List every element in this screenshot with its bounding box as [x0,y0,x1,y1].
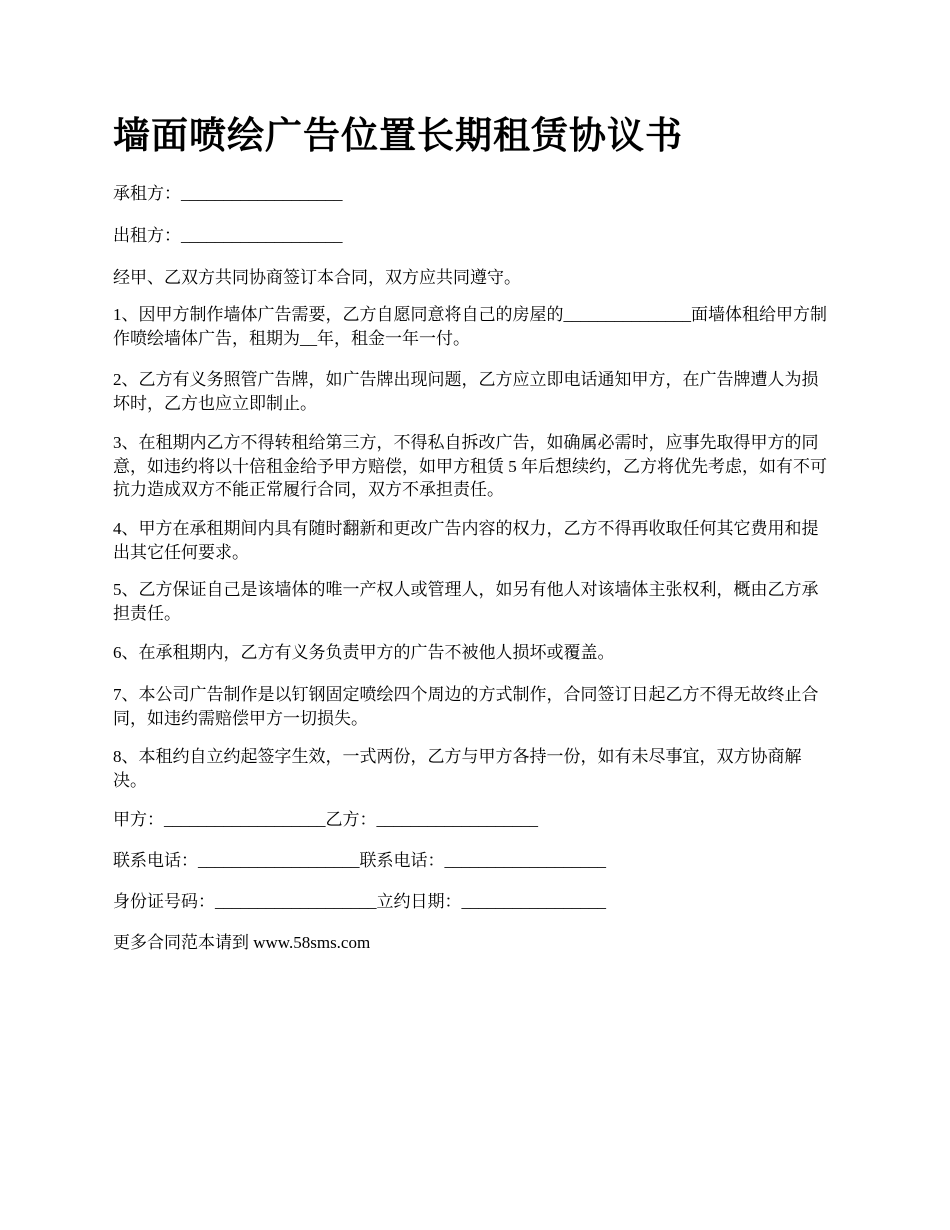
clause-6: 6、在承租期内，乙方有义务负责甲方的广告不被他人损坏或覆盖。 [113,643,615,662]
clause-3: 3、在租期内乙方不得转租给第三方，不得私自拆改广告，如确属必需时，应事先取得甲方的同意，如违约将以十倍租金给予甲方赔偿，如甲方租赁 5 年后想续约，乙方将优先考虑，如有不可抗力造成双方不能正常履行合同，双方不承担责任。 [113,433,827,499]
clause-8: 8、本租约自立约起签字生效，一式两份，乙方与甲方各持一份，如有未尽事宜，双方协商解决。 [113,747,802,790]
intro-paragraph: 经甲、乙双方共同协商签订本合同，双方应共同遵守。 [113,268,521,287]
clause-7: 7、本公司广告制作是以钉钢固定喷绘四个周边的方式制作，合同签订日起乙方不得无故终止合同，如违约需赔偿甲方一切损失。 [113,685,819,728]
clause-2: 2、乙方有义务照管广告牌，如广告牌出现问题，乙方应立即电话通知甲方，在广告牌遭人为损坏时，乙方也应立即制止。 [113,370,819,413]
footer-text: 更多合同范本请到 www.58sms.com [113,933,371,952]
signature-id-date-line: 身份证号码：___________________立约日期：_________________ [113,892,606,911]
lessor-line: 出租方：___________________ [113,226,343,245]
signature-phones-line: 联系电话：___________________联系电话：___________________ [113,851,606,870]
document-title: 墙面喷绘广告位置长期租赁协议书 [113,116,683,157]
clause-4: 4、甲方在承租期间内具有随时翻新和更改广告内容的权力，乙方不得再收取任何其它费用和提出其它任何要求。 [113,519,819,562]
lessee-line: 承租方：___________________ [113,184,343,203]
clause-5: 5、乙方保证自己是该墙体的唯一产权人或管理人，如另有他人对该墙体主张权利，概由乙方承担责任。 [113,580,819,623]
clause-1: 1、因甲方制作墙体广告需要，乙方自愿同意将自己的房屋的_______________面墙体租给甲方制作喷绘墙体广告，租期为__年，租金一年一付。 [113,305,827,348]
signature-parties-line: 甲方：___________________乙方：___________________ [113,810,538,829]
